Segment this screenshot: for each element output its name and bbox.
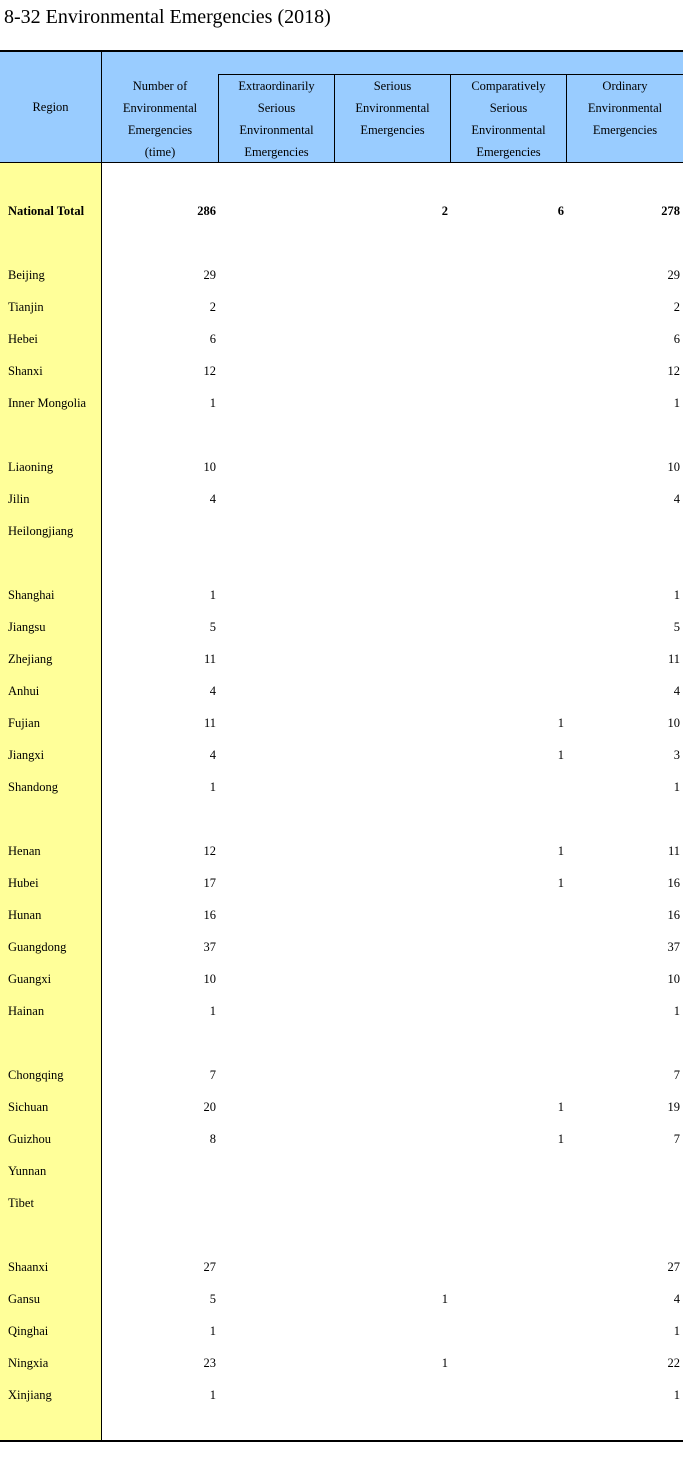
cell-value: 12: [667, 364, 680, 378]
table-row: [0, 1193, 683, 1213]
cell-value: 1: [673, 1324, 680, 1338]
table-row: [0, 1385, 683, 1405]
cell-value: 2: [673, 300, 680, 314]
table-row: [0, 361, 683, 381]
table-row: [0, 617, 683, 637]
cell-value: 17: [203, 876, 216, 890]
cell-value: 37: [667, 940, 680, 954]
cell-value: 1: [209, 588, 216, 602]
table-row: [0, 905, 683, 925]
region-name: Chongqing: [8, 1068, 64, 1082]
cell-value: 1: [557, 1100, 564, 1114]
cell-value: 7: [673, 1068, 680, 1082]
table-header: [0, 52, 683, 163]
region-name: Tianjin: [8, 300, 44, 314]
region-name: Zhejiang: [8, 652, 53, 666]
region-name: Guangdong: [8, 940, 67, 954]
cell-value: 10: [203, 460, 216, 474]
region-name: Jilin: [8, 492, 30, 506]
table-row: [0, 969, 683, 989]
region-name: Inner Mongolia: [8, 396, 87, 410]
cell-value: 1: [441, 1292, 448, 1306]
table-row: [0, 489, 683, 509]
cell-value: 4: [673, 1292, 680, 1306]
cell-value: 11: [203, 716, 216, 730]
region-name: Guangxi: [8, 972, 52, 986]
cell-value: 6: [557, 204, 564, 218]
region-name: National Total: [8, 204, 85, 218]
region-name: Heilongjiang: [8, 524, 74, 538]
cell-value: 10: [203, 972, 216, 986]
cell-value: 10: [667, 716, 680, 730]
region-name: Liaoning: [8, 460, 54, 474]
table-row: [0, 937, 683, 957]
region-name: Fujian: [8, 716, 40, 730]
region-name: Beijing: [8, 268, 45, 282]
cell-value: 1: [209, 1324, 216, 1338]
cell-value: 1: [557, 1132, 564, 1146]
cell-value: 10: [667, 972, 680, 986]
header-extraordinarily-serious: Extraordinarily Serious Environmental Emergencies: [218, 74, 334, 162]
cell-value: 1: [673, 1388, 680, 1402]
table-row: [0, 585, 683, 605]
cell-value: 23: [203, 1356, 216, 1370]
cell-value: 5: [209, 620, 216, 634]
cell-value: 4: [209, 748, 216, 762]
region-name: Yunnan: [8, 1164, 47, 1178]
cell-value: 16: [667, 908, 680, 922]
table-row: [0, 1257, 683, 1277]
table-row: [0, 1097, 683, 1117]
region-name: Jiangxi: [8, 748, 45, 762]
header-ordinary: Ordinary Environmental Emergencies: [566, 74, 683, 162]
cell-value: 4: [673, 684, 680, 698]
cell-value: 7: [209, 1068, 216, 1082]
cell-value: 27: [667, 1260, 680, 1274]
cell-value: 12: [203, 844, 216, 858]
cell-value: 16: [667, 876, 680, 890]
region-name: Tibet: [8, 1196, 34, 1210]
cell-value: 1: [673, 780, 680, 794]
cell-value: 278: [661, 204, 680, 218]
emergencies-table: [0, 50, 683, 1442]
cell-value: 8: [209, 1132, 216, 1146]
cell-value: 4: [209, 492, 216, 506]
cell-value: 2: [209, 300, 216, 314]
region-name: Sichuan: [8, 1100, 49, 1114]
cell-value: 19: [667, 1100, 680, 1114]
cell-value: 27: [203, 1260, 216, 1274]
cell-value: 1: [209, 1388, 216, 1402]
region-name: Hubei: [8, 876, 39, 890]
cell-value: 7: [673, 1132, 680, 1146]
table-row: [0, 1001, 683, 1021]
cell-value: 1: [673, 588, 680, 602]
cell-value: 1: [209, 396, 216, 410]
cell-value: 3: [673, 748, 680, 762]
table-row: [0, 777, 683, 797]
header-region: Region: [0, 52, 102, 162]
cell-value: 29: [667, 268, 680, 282]
cell-value: 16: [203, 908, 216, 922]
cell-value: 5: [673, 620, 680, 634]
cell-value: 1: [209, 1004, 216, 1018]
cell-value: 2: [441, 204, 448, 218]
table-row: [0, 1321, 683, 1341]
region-name: Gansu: [8, 1292, 40, 1306]
cell-value: 4: [673, 492, 680, 506]
cell-value: 20: [203, 1100, 216, 1114]
cell-value: 11: [667, 652, 680, 666]
region-name: Shanxi: [8, 364, 43, 378]
cell-value: 4: [209, 684, 216, 698]
cell-value: 1: [673, 1004, 680, 1018]
region-name: Hebei: [8, 332, 38, 346]
header-total-count-text: Number of Environmental Emergencies (time): [122, 79, 198, 159]
table-row: [0, 681, 683, 701]
table-row: [0, 1289, 683, 1309]
cell-value: 6: [209, 332, 216, 346]
table-row: [0, 297, 683, 317]
region-name: Xinjiang: [8, 1388, 52, 1402]
header-total-count: [102, 74, 218, 162]
region-name: Shandong: [8, 780, 58, 794]
cell-value: 286: [197, 204, 216, 218]
header-serious: Serious Environmental Emergencies: [334, 74, 450, 162]
region-name: Guizhou: [8, 1132, 52, 1146]
cell-value: 10: [667, 460, 680, 474]
header-comparatively-serious: Comparatively Serious Environmental Emergencies: [450, 74, 566, 162]
table-row: [0, 393, 683, 413]
cell-value: 1: [209, 780, 216, 794]
cell-value: 1: [441, 1356, 448, 1370]
region-name: Jiangsu: [8, 620, 46, 634]
page-title: 8-32 Environmental Emergencies (2018): [4, 6, 331, 28]
table-row: [0, 1161, 683, 1181]
table-row-national-total: [0, 201, 683, 221]
cell-value: 11: [667, 844, 680, 858]
cell-value: 6: [673, 332, 680, 346]
region-name: Hainan: [8, 1004, 45, 1018]
cell-value: 1: [557, 716, 564, 730]
table-row: [0, 649, 683, 669]
region-name: Hunan: [8, 908, 42, 922]
table-row: [0, 1353, 683, 1373]
cell-value: 29: [203, 268, 216, 282]
cell-value: 22: [667, 1356, 680, 1370]
table-row: [0, 521, 683, 541]
cell-value: 5: [209, 1292, 216, 1306]
table-row: [0, 873, 683, 893]
region-name: Anhui: [8, 684, 40, 698]
cell-value: 37: [203, 940, 216, 954]
region-name: Henan: [8, 844, 41, 858]
table-row: [0, 329, 683, 349]
cell-value: 11: [203, 652, 216, 666]
table-row: [0, 1129, 683, 1149]
cell-value: 12: [203, 364, 216, 378]
region-name: Shaanxi: [8, 1260, 49, 1274]
cell-value: 1: [557, 748, 564, 762]
region-name: Ningxia: [8, 1356, 49, 1370]
table-row: [0, 713, 683, 733]
region-name: Shanghai: [8, 588, 55, 602]
table-row: [0, 1065, 683, 1085]
cell-value: 1: [557, 876, 564, 890]
cell-value: 1: [673, 396, 680, 410]
region-name: Qinghai: [8, 1324, 49, 1338]
table-row: [0, 745, 683, 765]
table-row: [0, 841, 683, 861]
cell-value: 1: [557, 844, 564, 858]
table-row: [0, 265, 683, 285]
table-row: [0, 457, 683, 477]
